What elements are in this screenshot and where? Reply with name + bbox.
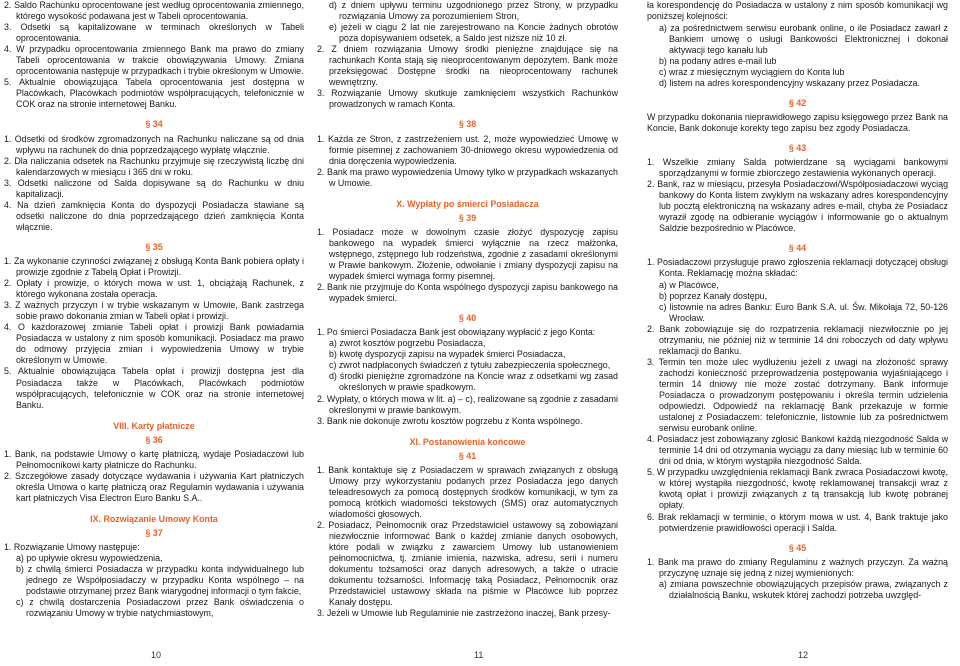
- page-number-right: 12: [798, 650, 809, 660]
- column-middle: [317, 0, 618, 640]
- numbered-clause: 5. W przypadku uwzględnienia reklamacji Bank zwraca Posiadaczowi kwotę, w której wystąpiła niezgodność, kwotę reklamowanej transakcji wraz z kwotą opłat i prowizji związanych z tą transakcją lub kwotę pobranej opłaty.: [647, 467, 948, 511]
- section-title: VIII. Karty płatnicze: [113, 420, 195, 431]
- numbered-clause: 1. Posiadacz może w dowolnym czasie złożyć dyspozycję zapisu bankowego na wypadek śmierci wyłącznie na rzecz małżonka, wstępnego, zstępnego lub rodzeństwa, zgodnie z zasadami określonymi w Prawie bankowym. Złożenie, odwołanie i zmiany dyspozycji zapisu na wypadek śmierci wymaga formy pisemnej.: [317, 226, 618, 282]
- numbered-clause: 3. Termin ten może ulec wydłużeniu jeżeli z uwagi na złożoność sprawy zachodzi konieczność przeprowadzenia postępowania wyjaśniającego i termin 14 dniowy nie może zostać dotrzymany. Bank informuje Posiadacza o prowadzonym postępowaniu i określa termin udzielenia odpowiedzi. Odpowiedź na reklamację Bank przekazuje w formie ustalonej z Posiadaczem: telefonicznie, listownie lub za pośrednictwem serwisu eurobank online.: [647, 356, 948, 434]
- page-number-middle: 11: [474, 650, 484, 660]
- section-number: § 36: [145, 434, 163, 445]
- section-number: § 45: [788, 542, 807, 553]
- sub-clause: b) poprzez Kanały dostępu,: [659, 290, 768, 301]
- numbered-clause: 2. Szczegółowe zasady dotyczące wydawania i używania Kart płatniczych określa Umowa o kartę płatniczą oraz Regulamin wydawania i używania kart płatniczych Visa Electron Euro Banku S.A..: [4, 470, 304, 503]
- page-number-left: 10: [151, 650, 162, 660]
- numbered-clause: 1. Bank kontaktuje się z Posiadaczem w sprawach związanych z obsługą Umowy przy wykorzystaniu podanych przez Posiadacza jego danych teleadresowych za pomocą dostępnych środków komunikacji, w tym za pomocą krótkich wiadomości tekstowych (SMS) oraz automatycznych wiadomości głosowych.: [317, 464, 618, 519]
- numbered-clause: 2. Z dniem rozwiązania Umowy środki pieniężne znajdujące się na rachunkach Konta stają się nieoprocentowanym depozytem. Bank może przeksięgować Dostępne środki na nieoprocentowany rachunek wewnętrzny.: [317, 44, 618, 88]
- section-number: § 40: [458, 313, 477, 324]
- section-number: § 44: [788, 243, 807, 254]
- sub-clause: a) zmiana powszechnie obowiązujących przepisów prawa, związanych z działalnością Banku, wskutek której zachodzi potrzeba uwzględ-: [659, 578, 948, 600]
- numbered-clause: 1. Odsetki od środków zgromadzonych na Rachunku naliczane są od dnia wpływu na rachunek do dnia poprzedzającego wypłatę włącznie.: [4, 133, 304, 155]
- section-number: § 34: [145, 119, 163, 130]
- numbered-clause: 3. Z ważnych przyczyn i w trybie wskazanym w Umowie, Bank zastrzega sobie prawo dokonania zmian w Tabeli opłat i prowizji.: [4, 300, 304, 322]
- numbered-clause: 3. Odsetki naliczone od Salda dopisywane są do Rachunku w dniu kapitalizacji.: [4, 177, 304, 199]
- numbered-clause: 2. Wypłaty, o których mowa w lit. a) – c), realizowane są zgodnie z zasadami określonymi w prawie bankowym.: [317, 393, 618, 415]
- sub-clause: c) wraz z miesięcznym wyciągiem do Konta lub: [659, 66, 845, 77]
- numbered-clause: 4. Posiadacz jest zobowiązany zgłosić Bankowi każdą niezgodność Salda w terminie 14 dni od otrzymania wyciągu za dany miesiąc lub w terminie 60 dni od dnia, w którym wystąpiła niezgodność Salda.: [647, 434, 948, 467]
- numbered-clause: 2. Bank zobowiązuje się do rozpatrzenia reklamacji niezwłocznie po jej otrzymaniu, nie później niż w terminie 14 dni roboczych od daty wpływu reklamacji do Banku.: [647, 323, 948, 356]
- numbered-clause: 5. Aktualnie obowiązująca Tabela opłat i prowizji dostępna jest dla Posiadacza także w Placówkach, Placówkach podmiotów współpracujących, telefonicznie w COK oraz na stronie internetowej Banku.: [4, 366, 304, 410]
- numbered-clause: 5. Aktualnie obowiązująca Tabela oprocentowania jest dostępna w Placówkach, Placówkach podmiotów współpracujących, telefonicznie w COK oraz na stronie internetowej Banku.: [4, 77, 304, 110]
- section-number: § 41: [458, 450, 477, 461]
- column-right: [647, 0, 948, 640]
- sub-clause: a) za pośrednictwem serwisu eurobank online, o ile Posiadacz zawarł z Bankiem umowę o usługi Bankowości Elektronicznej i dokonał aktywacji tego kanału lub: [659, 22, 948, 55]
- numbered-clause: 2. Bank, raz w miesiącu, przesyła Posiadaczowi/Współposiadaczowi wyciąg bankowy do Konta listem zwykłym na wskazany adres korespondencyjny lub pocztą elektroniczną na wskazany adres e-mail, chyba że Posiadacz wyraził zgodę na odbieranie wyciągów i informowanie go o aktualnym Saldzie bezpośrednio w Placówce.: [647, 179, 948, 234]
- sub-clause: a) po upływie okresu wypowiedzenia,: [16, 553, 163, 564]
- numbered-clause: 1. Każda ze Stron, z zastrzeżeniem ust. 2, może wypowiedzieć Umowę w formie pisemnej z zachowaniem 30-dniowego okresu wypowiedzenia od dnia doręczenia wypowiedzenia.: [317, 133, 618, 166]
- numbered-clause: 1. Rozwiązanie Umowy następuje:: [4, 542, 140, 553]
- sub-clause: b) z chwilą śmierci Posiadacza w przypadku konta indywidualnego lub jednego ze Współposiadaczy w przypadku Konta wspólnego – na podstawie otrzymanej przez Bank wiarygodnej informacji o tym fakcie,: [16, 564, 304, 597]
- sub-clause: c) zwrot nadpłaconych świadczeń z tytułu zabezpieczenia społecznego,: [329, 360, 611, 371]
- numbered-clause: 4. Na dzień zamknięcia Konta do dyspozycji Posiadacza stawiane są odsetki naliczone do dnia poprzedzającego dzień zamknięcia Konta włącznie.: [4, 199, 304, 232]
- numbered-clause: 6. Brak reklamacji w terminie, o którym mowa w ust. 4, Bank traktuje jako potwierdzenie prawidłowości operacji i Salda.: [647, 511, 948, 533]
- sub-clause: a) w Placówce,: [659, 279, 719, 290]
- sub-clause: c) z chwilą dostarczenia Posiadaczowi przez Bank oświadczenia o rozwiązaniu Umowy w trybie natychmiastowym,: [16, 597, 304, 619]
- section-number: § 43: [788, 143, 807, 154]
- numbered-clause: 1. Za wykonanie czynności związanej z obsługą Konta Bank pobiera opłaty i prowizje zgodnie z Tabelą Opłat i Prowizji.: [4, 255, 304, 278]
- sub-clause: b) kwotę dyspozycji zapisu na wypadek śmierci Posiadacza,: [329, 349, 566, 360]
- numbered-clause: 4. O każdorazowej zmianie Tabeli opłat i prowizji Bank powiadamia Posiadacza w ustalony z nim sposób komunikacji. Posiadacz ma prawo do odmowy przyjęcia zmian i wypowiedzenia Umowy w trybie określonym w Umowie.: [4, 322, 304, 366]
- paragraph: ła korespondencję do Posiadacza w ustalony z nim sposób komunikacji wg poniższej kolejności:: [647, 0, 948, 22]
- sub-clause: b) na podany adres e-mail lub: [659, 55, 777, 66]
- numbered-clause: 2. Opłaty i prowizje, o których mowa w ust. 1, obciążają Rachunek, z którego wykonana została operacja.: [4, 278, 304, 300]
- section-number: § 38: [458, 119, 477, 130]
- sub-clause: d) listem na adres korespondencyjny wskazany przez Posiadacza.: [659, 77, 920, 88]
- sub-clause: d) środki pieniężne zgromadzone na Koncie wraz z odsetkami wg zasad określonych w prawie spadkowym.: [329, 371, 618, 393]
- numbered-clause: 1. Bank, na podstawie Umowy o kartę płatniczą, wydaje Posiadaczowi lub Pełnomocnikowi karty płatnicze do Rachunku.: [4, 448, 304, 470]
- numbered-clause: 1. Po śmierci Posiadacza Bank jest obowiązany wypłacić z jego Konta:: [317, 327, 596, 338]
- sub-clause: e) jeżeli w ciągu 2 lat nie zarejestrowano na Koncie żadnych obrotów poza dopisywaniem odsetek, a Saldo jest niższe niż 10 zł.: [329, 22, 618, 44]
- numbered-clause: 3. Jeżeli w Umowie lub Regulaminie nie zastrzeżono inaczej, Bank przesy-: [317, 608, 611, 619]
- section-title: IX. Rozwiązanie Umowy Konta: [90, 513, 218, 524]
- sub-clause: c) listownie na adres Banku: Euro Bank S.A. ul. Św. Mikołaja 72, 50-126 Wrocław.: [659, 301, 948, 323]
- sub-clause: a) zwrot kosztów pogrzebu Posiadacza,: [329, 338, 486, 349]
- section-number: § 39: [458, 212, 477, 223]
- numbered-clause: 4. W przypadku oprocentowania zmiennego Bank ma prawo do zmiany Tabeli oprocentowania w trakcie obowiązywania Umowy. Zmiana oprocentowania następuje w przypadkach i trybie określonym w Umowie.: [4, 44, 304, 77]
- numbered-clause: 1. Wszelkie zmiany Salda potwierdzane są wyciągami bankowymi sporządzanymi w formie zbiorczego zestawienia wykonanych operacji.: [647, 157, 948, 179]
- numbered-clause: 1. Bank ma prawo do zmiany Regulaminu z ważnych przyczyn. Za ważną przyczynę uznaje się jedną z niżej wymienionych:: [647, 556, 948, 578]
- numbered-clause: 3. Rozwiązanie Umowy skutkuje zamknięciem wszystkich Rachunków prowadzonych w ramach Konta.: [317, 88, 618, 110]
- numbered-clause: 2. Bank ma prawo wypowiedzenia Umowy tylko w przypadkach wskazanych w Umowie.: [317, 166, 618, 188]
- section-number: § 37: [145, 528, 163, 539]
- numbered-clause: 2. Bank nie przyjmuje do Konta wspólnego dyspozycji zapisu bankowego na wypadek śmierci.: [317, 282, 618, 304]
- numbered-clause: 3. Odsetki są kapitalizowane w terminach określonych w Tabeli oprocentowania.: [4, 22, 304, 44]
- column-left: [4, 0, 304, 640]
- numbered-clause: 2. Posiadacz, Pełnomocnik oraz Przedstawiciel ustawowy są zobowiązani niezwłocznie informować Bank o każdej zmianie danych osobowych, które podali w związku z zawarciem Umowy lub ustanowieniem pełnomocnictwa, tj. zmianie imienia, nazwiska, adresu, serii i numeru dokumentu tożsamości oraz danych adresowych, a także o utracie dokumentu tożsamości. Informację taką Posiadacz, Pełnomocnik oraz Przedstawiciel ustawowy składa na piśmie w Placówce lub poprzez Kanały dostępu.: [317, 519, 618, 608]
- numbered-clause: 3. Bank nie dokonuje zwrotu kosztów pogrzebu z Konta wspólnego.: [317, 415, 583, 426]
- numbered-clause: 2. Dla naliczania odsetek na Rachunku przyjmuje się rzeczywistą liczbę dni kalendarzowych w miesiącu i 365 dni w roku.: [4, 155, 304, 177]
- section-title: X. Wypłaty po śmierci Posiadacza: [396, 198, 539, 209]
- section-number: § 42: [788, 97, 807, 108]
- section-title: XI. Postanowienia końcowe: [409, 436, 526, 447]
- paragraph: W przypadku dokonania nieprawidłowego zapisu księgowego przez Bank na Koncie, Bank dokonuje korekty tego zapisu bez zgody Posiadacza.: [647, 111, 948, 133]
- numbered-clause: 1. Posiadaczowi przysługuje prawo zgłoszenia reklamacji dotyczącej obsługi Konta. Reklamację można składać:: [647, 257, 948, 279]
- section-number: § 35: [145, 241, 163, 252]
- sub-clause: d) z dniem upływu terminu uzgodnionego przez Strony, w przypadku rozwiązania Umowy za porozumieniem Stron,: [329, 0, 618, 22]
- numbered-clause: 2. Saldo Rachunku oprocentowane jest według oprocentowania zmiennego, którego wysokość podawana jest w Tabeli oprocentowania.: [4, 0, 304, 22]
